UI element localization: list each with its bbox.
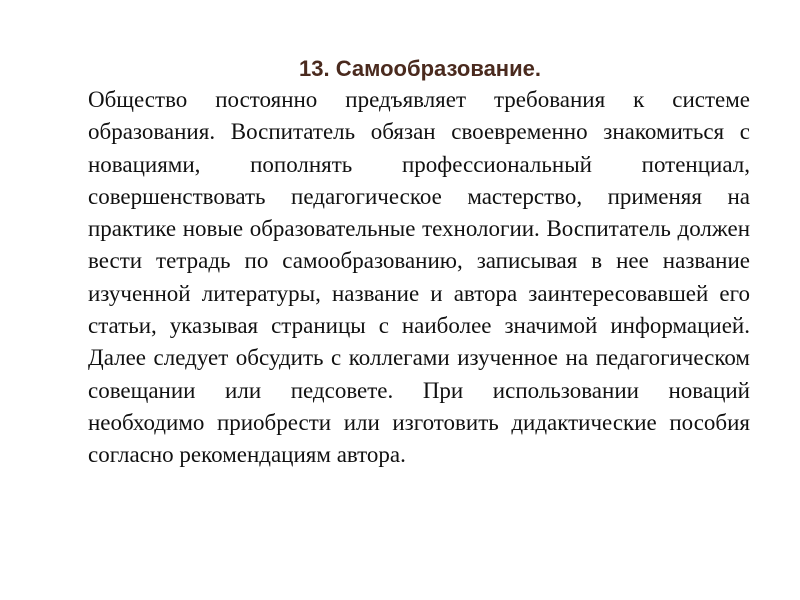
slide-title: 13. Самообразование.	[299, 56, 541, 81]
slide-body-text: Общество постоянно предъявляет требования к системе образования. Воспитатель обязан своевременно знакомиться с новациями, пополнять профессиональный потенциал, совершенствовать педагогическое мастерство, применяя на практике новые образовательные технологии. Воспитатель должен вести тетрадь по самообразованию, записывая в нее название изученной литературы, название и автора заинтересовавшей его статьи, указывая страницы с наиболее значимой информацией. Далее следует обсудить с коллегами изученное на педагогическом совещании или педсовете. При использовании новаций необходимо приобрести или изготовить дидактические пособия согласно рекомендациям автора.	[88, 87, 750, 468]
